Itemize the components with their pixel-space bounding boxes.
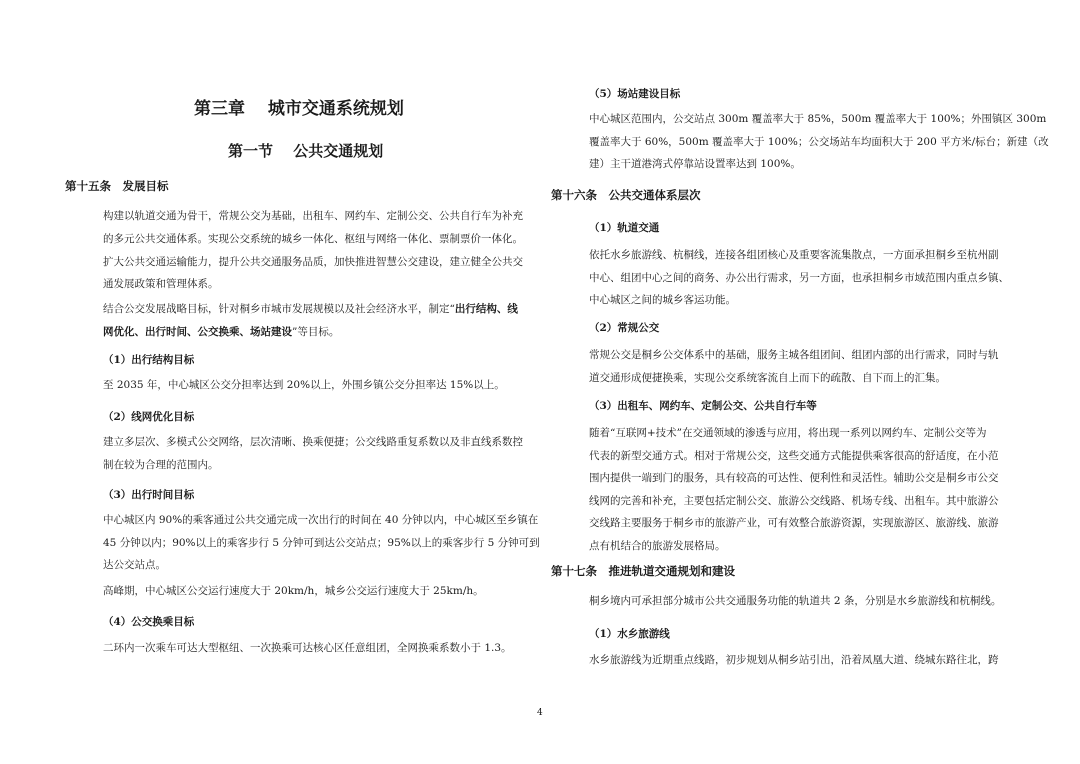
text-line: 道交通形成便捷换乘，实现公交系统客流自上而下的疏散、自下而上的汇集。 [589,371,946,384]
sub-text-1 [103,374,505,397]
article-15-paragraph-1 [103,205,523,228]
text-line: 制在较为合理的范围内。 [103,458,219,471]
sub-text-5 [589,108,1049,176]
text-line: 中心城区内 90%的乘客通过公共交通完成一次出行的时间在 40 分钟以内，中心城区至乡镇在 [103,514,539,526]
text-line [103,321,518,344]
text-line: 线网的完善和补充，主要包括定制公交、旅游公交线路、机场专线、出租车。其中旅游公 [589,494,999,507]
text-line: 的多元公共交通体系。实现公交系统的城乡一体化、枢纽与网络一体化、票制票价一体化。 [103,233,523,245]
text-line: 水乡旅游线为近期重点线路，初步规划从桐乡站引出，沿着凤凰大道、绕城东路往北，跨 [589,654,999,666]
right-sub-heading-1: （1）轨道交通 [589,222,660,234]
text-line: 覆盖率大于 60%，500m 覆盖率大于 100%；公交场站车均面积大于 200 平方米/标台；新建（改 [589,135,1049,148]
text-line: 依托水乡旅游线、杭桐线，连接各组团核心及重要客流集散点，一方面承担桐乡至杭州副 [589,249,999,261]
sub-heading-5: （5）场站建设目标 [589,88,681,100]
right-sub-text-4 [589,649,999,672]
page-number: 4 [537,708,543,718]
article-17-heading: 第十七条 推进轨道交通规划和建设 [551,564,735,578]
text-line: 点有机结合的旅游发展格局。 [589,539,726,552]
right-sub-heading-4: （1）水乡旅游线 [589,628,670,640]
text-line: 代表的新型交通方式。相对于常规公交，这些交通方式能提供乘客很高的舒适度，在小范 [589,449,999,462]
text-line: 交线路主要服务于桐乡市的旅游产业，可有效整合旅游资源，实现旅游区、旅游线、旅游 [589,517,999,529]
sub-heading-2: （2）线网优化目标 [103,411,195,423]
sub-heading-3: （3）出行时间目标 [103,489,195,501]
chapter-title: 第三章 城市交通系统规划 [194,99,404,119]
text-line: 桐乡境内可承担部分城市公共交通服务功能的轨道共 2 条，分别是水乡旅游线和杭桐线。 [589,595,1002,607]
text-line: 扩大公共交通运输能力，提升公共交通服务品质，加快推进智慧公交建设，建立健全公共交 [103,255,523,268]
text-line: 构建以轨道交通为骨干，常规公交为基础，出租车、网约车、定制公交、公共自行车为补充 [103,210,523,222]
text-run: ”等目标。 [292,325,340,338]
bold-run: 网优化、出行时间、公交换乘、场站建设 [103,325,292,338]
sub-text-2 [103,431,523,476]
bold-run: 出行结构、线 [454,303,518,315]
text-line: 通发展政策和管理体系。 [103,278,219,290]
sub-text-4 [103,637,512,660]
text-line: 45 分钟以内；90%以上的乘客步行 5 分钟可到达公交站点；95%以上的乘客步行 5 分钟可到 [103,536,540,549]
sub-heading-1: （1）出行结构目标 [103,354,195,366]
right-sub-text-2 [589,344,999,389]
text-line: 至 2035 年，中心城区公交分担率达到 20%以上，外围乡镇公交分担率达 15%以上。 [103,379,505,391]
text-line: 中心城区之间的城乡客运功能。 [589,294,736,306]
text-line: 建立多层次、多模式公交网络，层次清晰、换乘便捷；公交线路重复系数以及非直线系数控 [103,436,523,448]
text-line: 二环内一次乘车可达大型枢纽、一次换乘可达核心区任意组团，全网换乘系数小于 1.3。 [103,642,512,654]
sub-text-3 [103,509,540,577]
text-line: 达公交站点。 [103,559,166,571]
text-line: 随着“互联网+技术”在交通领域的渗透与应用，将出现一系列以网约车、定制公交等为 [589,427,987,439]
text-line [103,298,518,321]
text-line: 围内提供一端到门的服务，具有较高的可达性、便利性和灵活性。辅助公交是桐乡市公交 [589,472,999,484]
text-line: 常规公交是桐乡公交体系中的基础，服务主城各组团间、组团内部的出行需求，同时与轨 [589,349,999,361]
article-17-text [589,590,1001,613]
section-title: 第一节 公共交通规划 [228,142,384,160]
text-line: 中心、组团中心之间的商务、办公出行需求，另一方面，也承担桐乡市域范围内重点乡镇、 [589,271,1009,284]
article-15-paragraph-2 [103,298,518,343]
sub-text-3-peak [103,580,484,603]
text-line: 建）主干道港湾式停靠站设置率达到 100%。 [589,158,801,170]
sub-heading-4: （4）公交换乘目标 [103,616,195,628]
article-16-heading: 第十六条 公共交通体系层次 [551,188,701,202]
article-15-heading: 第十五条 发展目标 [65,179,169,193]
right-sub-heading-3: （3）出租车、网约车、定制公交、公共自行车等 [589,400,817,412]
right-sub-heading-2: （2）常规公交 [589,322,660,334]
right-sub-text-3 [589,422,999,557]
text-line: 中心城区范围内，公交站点 300m 覆盖率大于 85%，500m 覆盖率大于 100%；外围镇区 300m [589,113,1047,125]
article-15-paragraph-1-cont [103,228,523,296]
text-line: 高峰期，中心城区公交运行速度大于 20km/h，城乡公交运行速度大于 25km/h。 [103,585,484,597]
text-run: 结合公交发展战略目标，针对桐乡市城市发展规模以及社会经济水平，制定“ [103,303,455,315]
right-sub-text-1 [589,244,1009,312]
